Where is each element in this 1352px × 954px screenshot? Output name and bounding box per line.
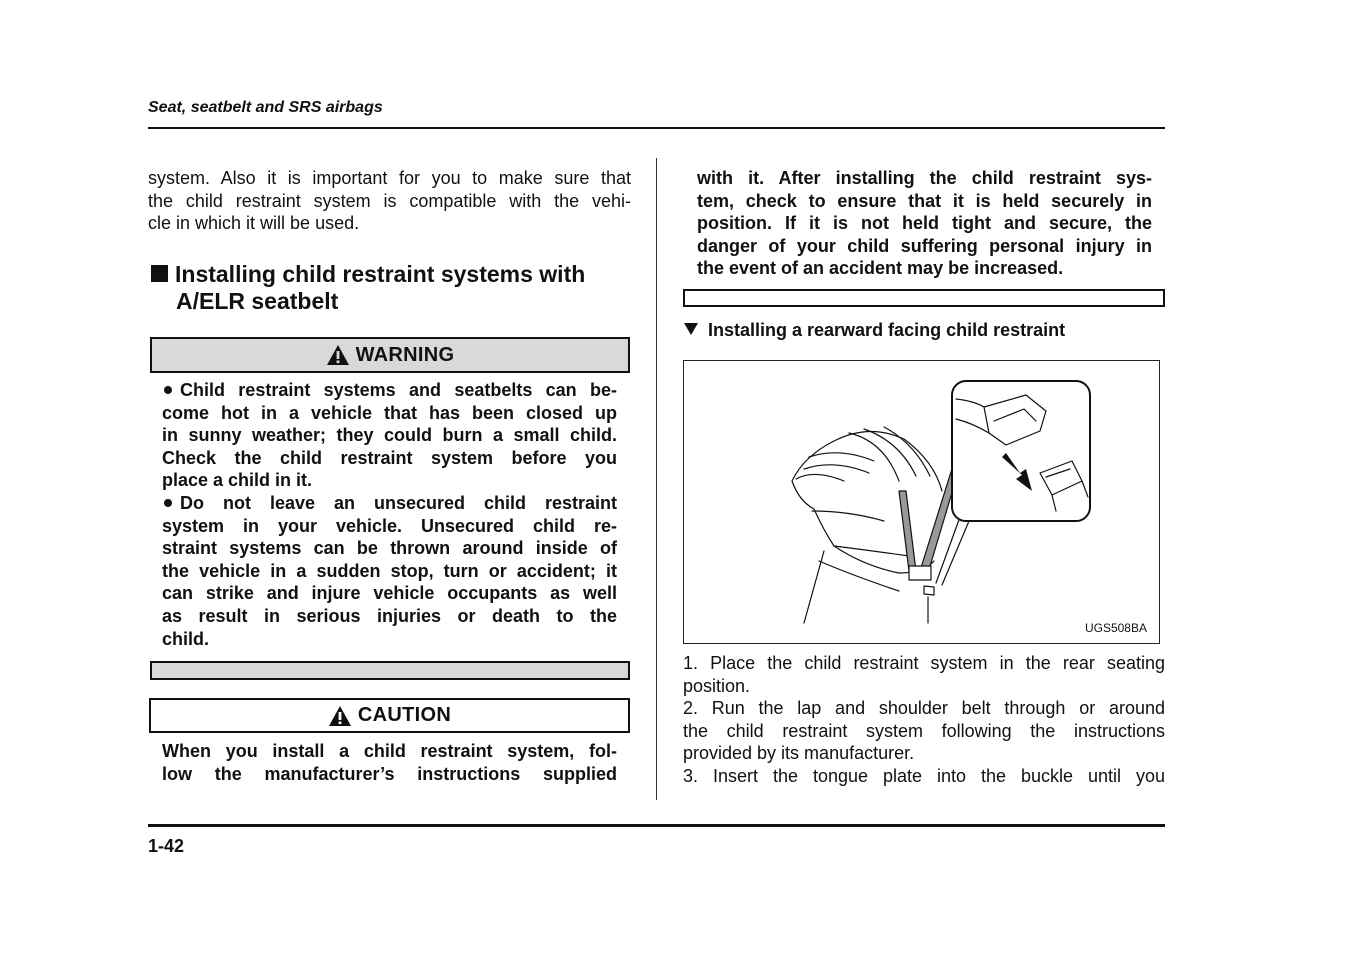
text-line: with it. After installing the child restraint sys-: [697, 168, 1152, 188]
bullet-icon: [164, 386, 172, 394]
text-line: provided by its manufacturer.: [683, 743, 915, 764]
text-line: come hot in a vehicle that has been closed up: [162, 402, 617, 423]
column-divider: [656, 158, 657, 800]
caution-bar: [149, 698, 630, 733]
text-line: system. Also it is important for you to make sure that: [148, 168, 631, 188]
subheading: [684, 320, 1065, 341]
warning-end-bar: [150, 661, 630, 680]
text-line: can strike and injure vehicle occupants as well: [162, 583, 617, 604]
text-line: the child restraint system is compatible with the vehi-: [148, 190, 631, 211]
heading-line: Installing child restraint systems with: [175, 261, 586, 287]
warning-label: WARNING: [355, 343, 455, 366]
text-line: tem, check to ensure that it is held securely in: [697, 190, 1152, 211]
child-seat-illustration-icon: [684, 361, 1159, 643]
intro-paragraph: [148, 167, 631, 235]
text-line: low the manufacturer’s instructions supplied: [162, 763, 617, 784]
running-header: Seat, seatbelt and SRS airbags: [148, 99, 383, 116]
text-line: the vehicle in a sudden stop, turn or accident; it: [162, 560, 617, 581]
text-line: Check the child restraint system before you: [162, 447, 617, 468]
figure-code: UGS508BA: [1084, 621, 1147, 635]
text-line: place a child in it.: [162, 470, 313, 491]
subheading-text: Installing a rearward facing child restraint: [708, 320, 1066, 340]
text-line: as result in serious injuries or death to the: [162, 605, 617, 626]
child-seat-figure: [683, 360, 1160, 644]
text-line: child.: [162, 628, 210, 649]
caution-continued-paragraph: [697, 167, 1152, 280]
bullet-icon: [164, 499, 172, 507]
text-line: 2. Run the lap and shoulder belt through or around: [683, 698, 1165, 719]
text-line: danger of your child suffering personal injury in: [697, 235, 1152, 256]
caution-triangle-icon: [328, 705, 352, 727]
list-item: [162, 492, 617, 650]
text-line: position. If it is not held tight and secure, the: [697, 213, 1152, 234]
square-bullet-icon: [151, 265, 168, 282]
text-line: position.: [683, 675, 751, 696]
warning-bar: [150, 337, 630, 373]
installation-steps: [683, 652, 1165, 788]
text-line: in sunny weather; they could burn a small child.: [162, 425, 617, 446]
text-line: the child restraint system following the instructions: [683, 720, 1165, 741]
text-line: Child restraint systems and seatbelts can be-: [180, 380, 617, 400]
warning-list: [162, 379, 617, 650]
down-triangle-icon: [684, 323, 698, 335]
header-rule: [148, 127, 1165, 129]
section-heading: [151, 261, 631, 315]
text-line: Do not leave an unsecured child restraint: [180, 492, 617, 513]
text-line: 3. Insert the tongue plate into the buckle until you: [683, 765, 1165, 786]
text-line: cle in which it will be used.: [148, 213, 360, 234]
list-item: [162, 379, 617, 492]
caution-paragraph: [162, 740, 617, 785]
caution-label: CAUTION: [357, 704, 452, 726]
caution-end-bar: [683, 289, 1165, 307]
text-line: 1. Place the child restraint system in the rear seating: [683, 653, 1165, 673]
warning-triangle-icon: [326, 344, 350, 366]
heading-line: A/ELR seatbelt: [176, 288, 339, 314]
text-line: the event of an accident may be increased.: [697, 258, 1064, 279]
footer-rule: [148, 824, 1165, 827]
text-line: straint systems can be thrown around inside of: [162, 538, 617, 559]
text-line: When you install a child restraint system, fol-: [162, 741, 617, 761]
text-line: system in your vehicle. Unsecured child re-: [162, 515, 617, 536]
page-number: 1-42: [148, 836, 185, 856]
